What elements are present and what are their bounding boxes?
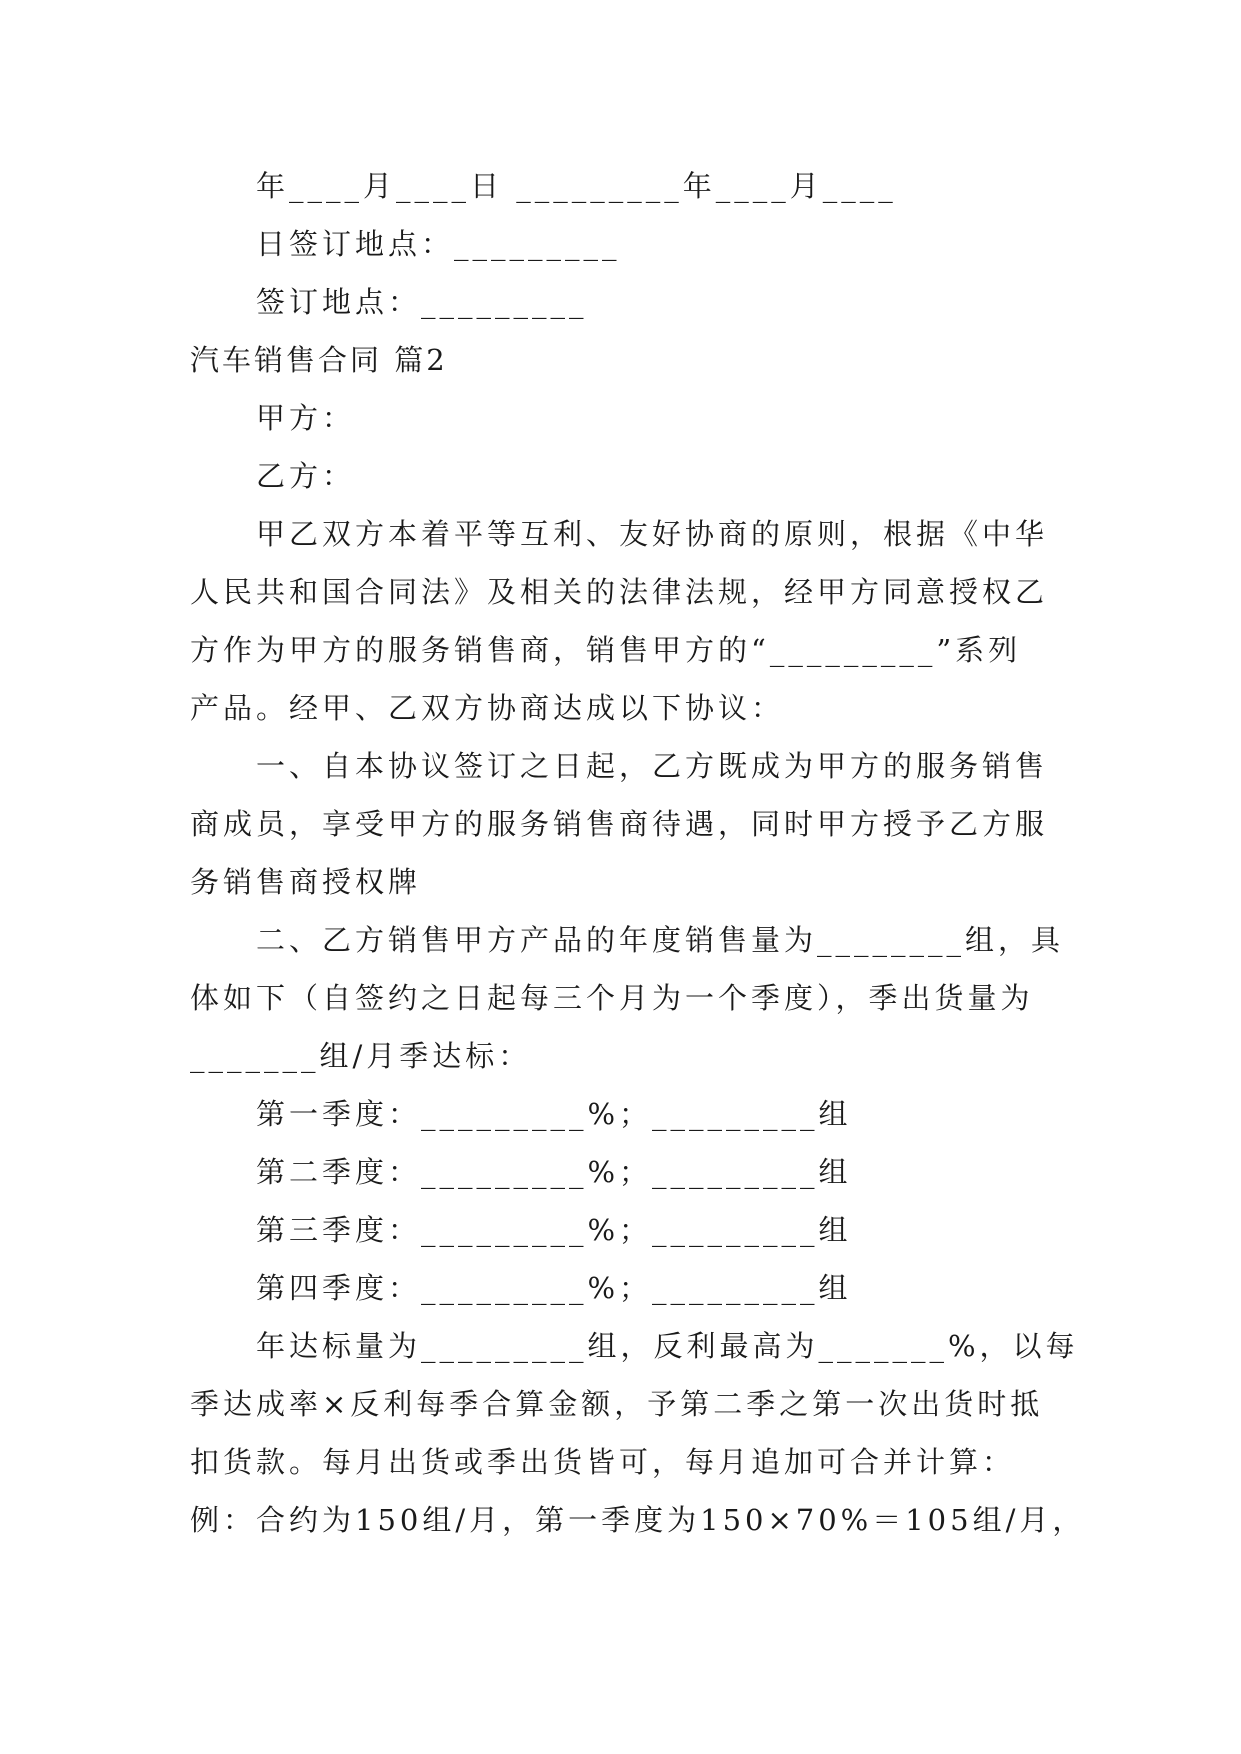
date-fill-line: 年____月____日 _________年____月____ — [256, 169, 897, 203]
paragraph-line: 方作为甲方的服务销售商，销售甲方的“_________”系列 — [190, 633, 1022, 667]
quarter-3-line: 第三季度：_________%；_________组 — [256, 1213, 852, 1247]
paragraph-line: 甲乙双方本着平等互利、友好协商的原则，根据《中华 — [256, 517, 1049, 551]
clause-one-line: 一、自本协议签订之日起，乙方既成为甲方的服务销售 — [256, 749, 1049, 783]
example-line: 例：合约为150组/月，第一季度为150×70%＝105组/月， — [190, 1503, 1086, 1537]
quarter-2-line: 第二季度：_________%；_________组 — [256, 1155, 852, 1189]
clause-one-line: 务销售商授权牌 — [190, 865, 422, 899]
clause-one-line: 商成员，享受甲方的服务销售商待遇，同时甲方授予乙方服 — [190, 807, 1049, 841]
quarter-1-line: 第一季度：_________%；_________组 — [256, 1097, 852, 1131]
party-b-line: 乙方： — [256, 459, 356, 493]
annual-target-line: 扣货款。每月出货或季出货皆可，每月追加可合并计算： — [190, 1445, 1016, 1479]
clause-two-line: 二、乙方销售甲方产品的年度销售量为________组，具 — [256, 923, 1065, 957]
signing-place-line-1: 日签订地点：_________ — [256, 227, 621, 261]
annual-target-line: 年达标量为_________组，反利最高为_______%，以每 — [256, 1329, 1079, 1363]
signing-place-line-2: 签订地点：_________ — [256, 285, 588, 319]
annual-target-line: 季达成率×反利每季合算金额，予第二季之第一次出货时抵 — [190, 1387, 1044, 1421]
paragraph-line: 产品。经甲、乙双方协商达成以下协议： — [190, 691, 785, 725]
quarter-4-line: 第四季度：_________%；_________组 — [256, 1271, 852, 1305]
clause-two-line: _______组/月季达标： — [190, 1039, 532, 1073]
clause-two-line: 体如下（自签约之日起每三个月为一个季度），季出货量为 — [190, 981, 1034, 1015]
paragraph-line: 人民共和国合同法》及相关的法律法规，经甲方同意授权乙 — [190, 575, 1049, 609]
section-heading: 汽车销售合同 篇2 — [190, 343, 448, 377]
party-a-line: 甲方： — [256, 401, 356, 435]
